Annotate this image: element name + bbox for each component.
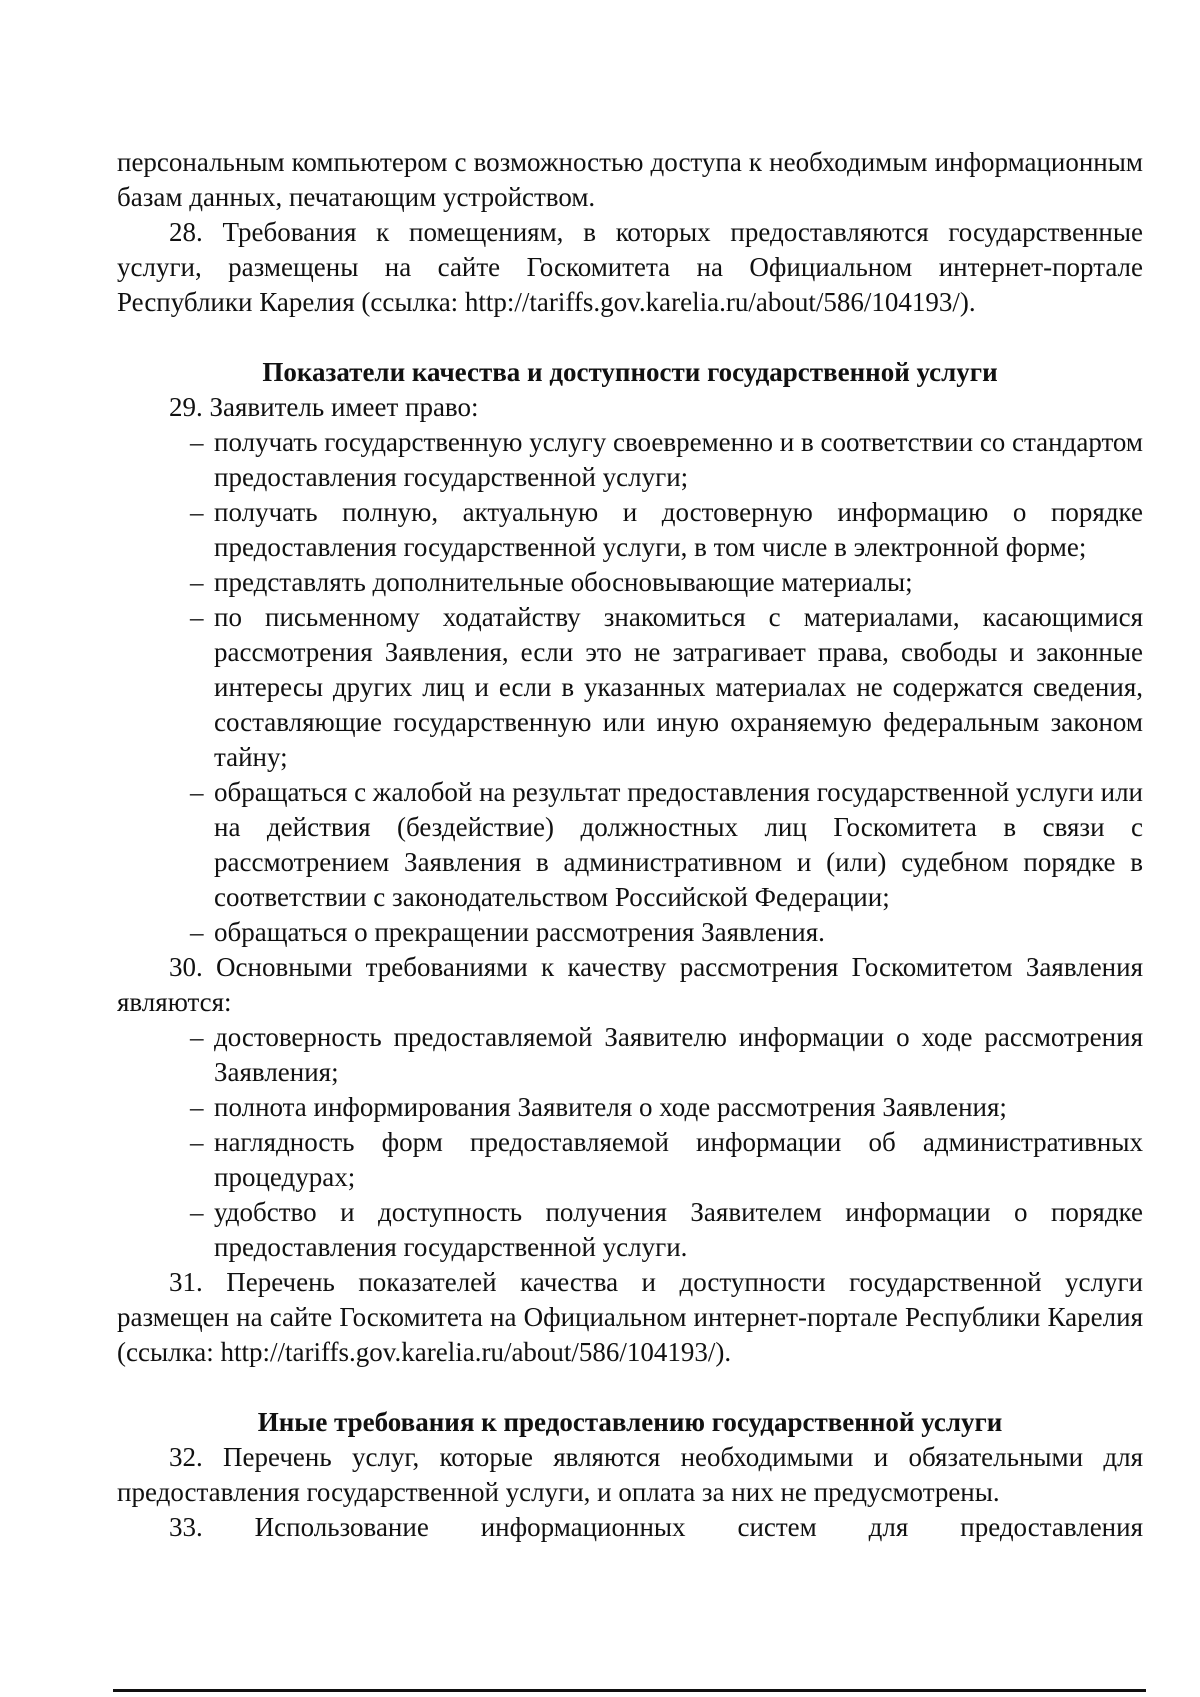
paragraph-29: 29. Заявитель имеет право: xyxy=(169,392,479,422)
list-item: – наглядность форм предоставляемой информации об административных процедурах; xyxy=(190,1127,1143,1192)
spacer xyxy=(117,320,1143,355)
dash-marker: – xyxy=(190,1197,204,1227)
intro-paragraph: персональным компьютером с возможностью доступа к необходимым информационным базам данных, печатающим устройством. xyxy=(117,147,1143,212)
page-bottom-rule xyxy=(113,1689,1146,1692)
spacer xyxy=(117,1370,1143,1405)
list-item: – удобство и доступность получения Заявителем информации о порядке предоставления государственной услуги. xyxy=(190,1197,1143,1262)
paragraph-28: 28. Требования к помещениям, в которых предоставляются государственные услуги, размещены на сайте Госкомитета на Официальном интернет-портале Республики Карелия (ссылка: http://tariffs.gov.karelia.ru/about/586/104193/). xyxy=(117,217,1143,317)
list-item: – представлять дополнительные обосновывающие материалы; xyxy=(117,565,1143,600)
list-item: – получать государственную услугу своевременно и в соответствии со стандартом предоставления государственной услуги; xyxy=(190,427,1143,492)
paragraph-30: 30. Основными требованиями к качеству рассмотрения Госкомитетом Заявления являются: xyxy=(117,952,1143,1017)
rights-list xyxy=(117,425,1143,950)
dash-marker: – xyxy=(190,1092,204,1122)
paragraph-32: 32. Перечень услуг, которые являются необходимыми и обязательными для предоставления государственной услуги, и оплата за них не предусмотрены. xyxy=(117,1442,1143,1507)
dash-marker: – xyxy=(190,497,204,527)
dash-marker: – xyxy=(190,1127,204,1157)
list-item: – обращаться с жалобой на результат предоставления государственной услуги или на действия (бездействие) должностных лиц Госкомитета в связи с рассмотрением Заявления в административном и (или) судебном порядке в соответствии с законодательством Российской Федерации; xyxy=(190,777,1143,912)
dash-marker: – xyxy=(190,602,204,632)
list-item: – достоверность предоставляемой Заявителю информации о ходе рассмотрения Заявления; xyxy=(190,1022,1143,1087)
list-item: – по письменному ходатайству знакомиться с материалами, касающимися рассмотрения Заявления, если это не затрагивает права, свободы и законные интересы других лиц и если в указанных материалах не содержатся сведения, составляющие государственную или иную охраняемую федеральным законом тайну; xyxy=(190,602,1143,772)
dash-marker: – xyxy=(190,1022,204,1052)
requirements-list xyxy=(117,1020,1143,1265)
dash-marker: – xyxy=(190,777,204,807)
document-body xyxy=(117,145,1143,1545)
dash-marker: – xyxy=(190,917,204,947)
paragraph-31: 31. Перечень показателей качества и доступности государственной услуги размещен на сайте Госкомитета на Официальном интернет-портале Республики Карелия (ссылка: http://tariffs.gov.karelia.ru/about/586/104193/). xyxy=(117,1267,1143,1367)
paragraph-33: 33. Использование информационных систем для предоставления xyxy=(169,1512,1143,1542)
list-item: – обращаться о прекращении рассмотрения Заявления. xyxy=(117,915,1143,950)
list-item: – полнота информирования Заявителя о ходе рассмотрения Заявления; xyxy=(117,1090,1143,1125)
section-heading-other-requirements: Иные требования к предоставлению государственной услуги xyxy=(257,1407,1003,1437)
list-item: – получать полную, актуальную и достоверную информацию о порядке предоставления государственной услуги, в том числе в электронной форме; xyxy=(190,497,1143,562)
section-heading-quality: Показатели качества и доступности государственной услуги xyxy=(262,357,998,387)
dash-marker: – xyxy=(190,567,204,597)
dash-marker: – xyxy=(190,427,204,457)
